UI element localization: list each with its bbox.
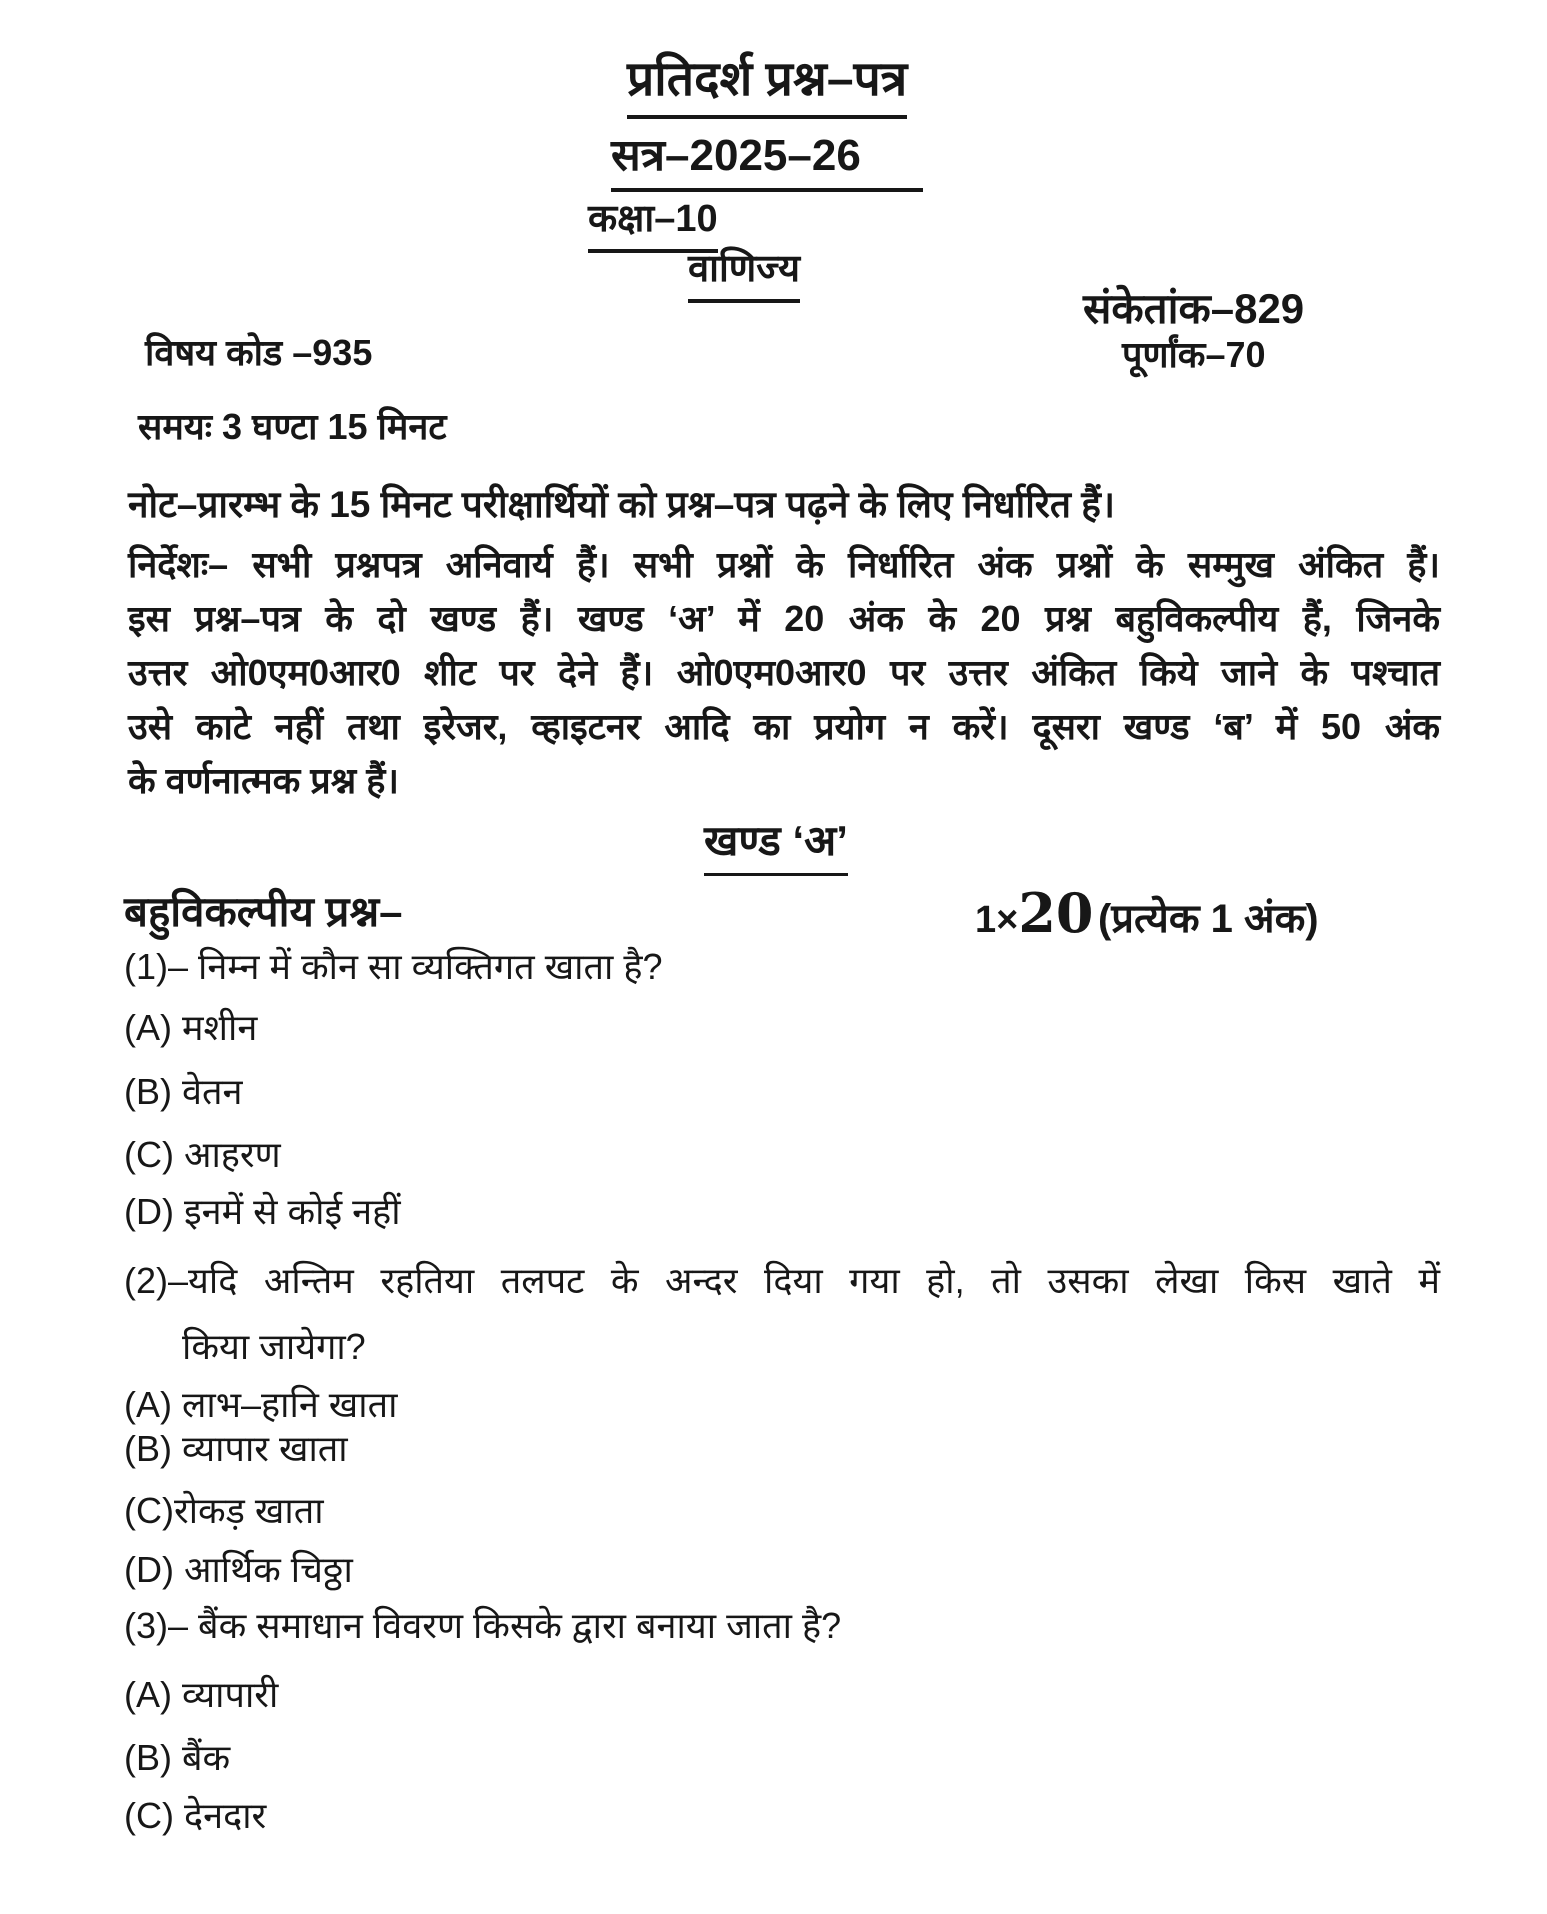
option-item: (B) वेतन [124, 1071, 243, 1112]
option-item: (A) व्यापारी [124, 1674, 279, 1715]
subject-code: विषय कोड –935 [145, 332, 373, 373]
option-item: (C) आहरण [124, 1134, 281, 1175]
instruction-line: निर्देशः– सभी प्रश्नपत्र अनिवार्य हैं। सभी प्रश्नों के निर्धारित अंक प्रश्नों के सम्मुख अंकित हैं। [128, 544, 1440, 585]
class-line: कक्षा–10 [588, 196, 718, 253]
question-line: (2)–यदि अन्तिम रहतिया तलपट के अन्दर दिया गया हो, तो उसका लेखा किस खाते में [124, 1260, 1440, 1301]
subject-name: वाणिज्य [688, 246, 800, 303]
question-type-label: बहुविकल्पीय प्रश्न– [124, 888, 403, 935]
instruction-line: इस प्रश्न–पत्र के दो खण्ड हैं। खण्ड ‘अ’ में 20 अंक के 20 प्रश्न बहुविकल्पीय हैं, जिनके [128, 598, 1440, 639]
page-title: प्रतिदर्श प्रश्न–पत्र [627, 50, 907, 119]
option-item: (D) इनमें से कोई नहीं [124, 1191, 401, 1232]
section-heading: खण्ड ‘अ’ [704, 815, 848, 876]
time-allowed: समयः 3 घण्टा 15 मिनट [138, 406, 447, 447]
option-item: (A) मशीन [124, 1007, 258, 1048]
marks-prefix: 1× [975, 899, 1019, 941]
instructions-paragraph [128, 538, 1440, 808]
session-line: सत्र–2025–26 [611, 128, 923, 192]
option-item: (C)रोकड़ खाता [124, 1490, 324, 1531]
instruction-line: उसे काटे नहीं तथा इरेजर, व्हाइटनर आदि का प्रयोग न करें। दूसरा खण्ड ‘ब’ में 50 अंक [128, 706, 1440, 747]
question-text: (3)– बैंक समाधान विवरण किसके द्वारा बनाया जाता है? [124, 1605, 842, 1646]
max-marks: पूर्णांक–70 [1122, 334, 1266, 375]
option-item: (B) बैंक [124, 1737, 231, 1778]
option-item: (B) व्यापार खाता [124, 1428, 348, 1469]
option-item: (A) लाभ–हानि खाता [124, 1384, 398, 1425]
marks-value: 20 [1018, 881, 1094, 945]
question-line: किया जायेगा? [182, 1326, 366, 1367]
marks-scheme [975, 880, 1319, 948]
instruction-line: उत्तर ओ0एम0आर0 शीट पर देने हैं। ओ0एम0आर0 पर उत्तर अंकित किये जाने के पश्चात [128, 652, 1440, 693]
note-line: नोट–प्रारम्भ के 15 मिनट परीक्षार्थियों को प्रश्न–पत्र पढ़ने के लिए निर्धारित हैं। [128, 484, 1115, 525]
instruction-line: के वर्णनात्मक प्रश्न हैं। [128, 760, 399, 801]
option-item: (D) आर्थिक चिठ्ठा [124, 1549, 353, 1590]
option-item: (C) देनदार [124, 1795, 267, 1836]
paper-code: संकेतांक–829 [1083, 285, 1305, 332]
marks-suffix: (प्रत्येक 1 अंक) [1097, 897, 1319, 941]
question-text: (1)– निम्न में कौन सा व्यक्तिगत खाता है? [124, 946, 663, 987]
question-text [124, 1248, 1440, 1380]
